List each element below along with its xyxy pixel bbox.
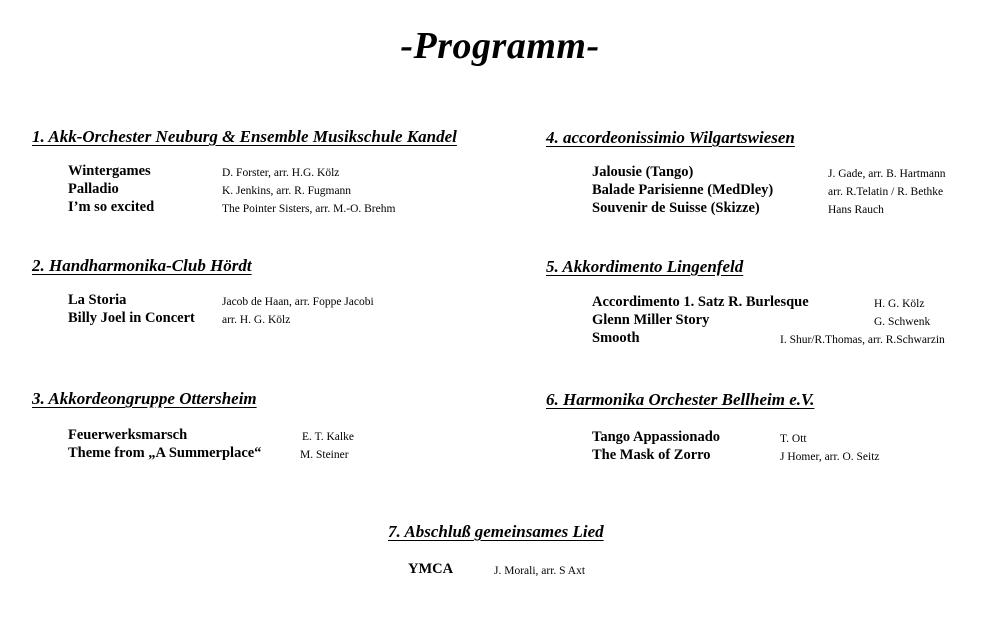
piece-composer: arr. H. G. Kölz — [222, 314, 291, 326]
piece-composer: G. Schwenk — [874, 316, 931, 328]
piece-composer: J. Morali, arr. S Axt — [494, 565, 586, 577]
section-6-heading: 6. Harmonika Orchester Bellheim e.V. — [546, 390, 815, 409]
piece-title: Smooth — [592, 330, 640, 346]
piece-title: The Mask of Zorro — [592, 447, 711, 463]
piece-composer: J Homer, arr. O. Seitz — [780, 451, 880, 463]
piece-title: Theme from „A Summerplace“ — [68, 445, 262, 461]
piece-title: Glenn Miller Story — [592, 312, 710, 328]
piece-title: Souvenir de Suisse (Skizze) — [592, 200, 760, 216]
piece-composer: J. Gade, arr. B. Hartmann — [828, 168, 946, 180]
piece-composer: E. T. Kalke — [302, 431, 354, 443]
piece-composer: H. G. Kölz — [874, 298, 925, 310]
piece-composer: Jacob de Haan, arr. Foppe Jacobi — [222, 296, 374, 308]
piece-title: Jalousie (Tango) — [592, 164, 694, 180]
section-7-heading: 7. Abschluß gemeinsames Lied — [388, 522, 604, 541]
piece-composer: T. Ott — [780, 433, 807, 445]
piece-title: Tango Appassionado — [592, 429, 721, 445]
section-1-heading: 1. Akk-Orchester Neuburg & Ensemble Musikschule Kandel — [32, 127, 457, 146]
section-2-heading: 2. Handharmonika-Club Hördt — [32, 256, 252, 275]
piece-title: I’m so excited — [68, 199, 155, 215]
piece-composer: M. Steiner — [300, 449, 349, 461]
piece-title: La Storia — [68, 292, 127, 308]
piece-composer: K. Jenkins, arr. R. Fugmann — [222, 185, 352, 197]
piece-title: Palladio — [68, 181, 119, 197]
piece-title: Balade Parisienne (MedDley) — [592, 182, 774, 198]
section-3-heading: 3. Akkordeongruppe Ottersheim — [32, 389, 257, 408]
piece-title: Feuerwerksmarsch — [68, 427, 188, 443]
page-title: -Programm- — [400, 25, 600, 67]
piece-composer: The Pointer Sisters, arr. M.-O. Brehm — [222, 203, 396, 215]
piece-composer: Hans Rauch — [828, 204, 884, 216]
section-4-heading: 4. accordeonissimio Wilgartswiesen — [546, 128, 795, 147]
piece-title: Accordimento 1. Satz R. Burlesque — [592, 294, 809, 310]
piece-title: YMCA — [408, 561, 454, 577]
piece-composer: arr. R.Telatin / R. Bethke — [828, 186, 944, 198]
piece-title: Wintergames — [68, 163, 151, 179]
piece-composer: I. Shur/R.Thomas, arr. R.Schwarzin — [780, 334, 945, 346]
piece-composer: D. Forster, arr. H.G. Kölz — [222, 167, 340, 179]
section-5-heading: 5. Akkordimento Lingenfeld — [546, 257, 744, 276]
piece-title: Billy Joel in Concert — [68, 310, 195, 326]
